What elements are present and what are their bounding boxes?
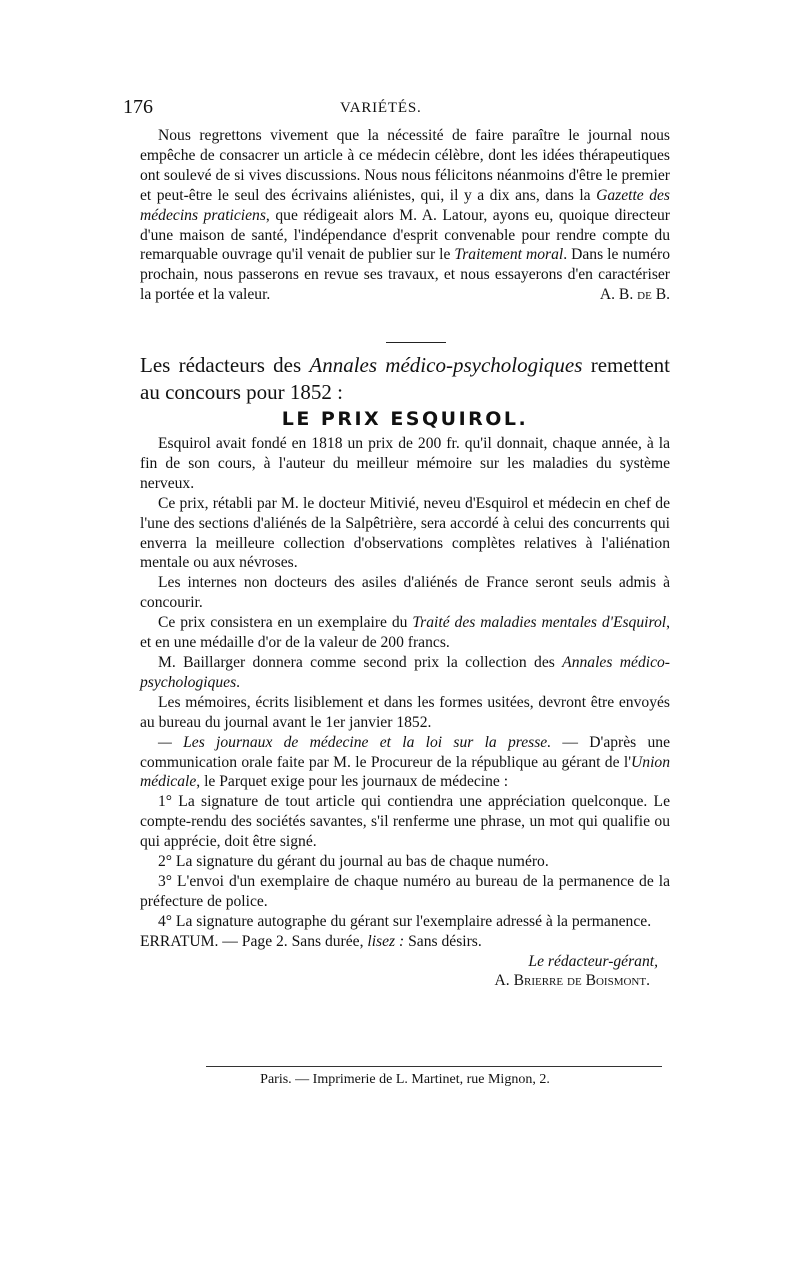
press-law-item: 3° L'envoi d'un exemplaire de chaque numéro au bureau de la permanence de la préfecture de police.: [140, 872, 670, 910]
prize-paragraph: Esquirol avait fondé en 1818 un prix de 200 fr. qu'il donnait, chaque année, à la fin de son cours, à l'auteur du meilleur mémoire sur les maladies du système nerveux.: [140, 435, 670, 492]
section-divider: [386, 342, 446, 343]
page-number: 176: [123, 96, 153, 118]
intro-section: [140, 126, 670, 305]
press-law-item: 2° La signature du gérant du journal au bas de chaque numéro.: [158, 853, 549, 871]
editor-role: Le rédacteur-gérant,: [528, 952, 658, 970]
erratum: ERRATUM. — Page 2. Sans durée, lisez : Sans désirs.: [140, 932, 482, 950]
intro-signature: A. B. de B.: [599, 286, 670, 304]
prize-paragraph: Les mémoires, écrits lisiblement et dans les formes usitées, devront être envoyés au bureau du journal avant le 1er janvier 1852.: [140, 693, 670, 731]
press-law-item: 4° La signature autographe du gérant sur l'exemplaire adressé à la permanence.: [158, 912, 652, 930]
intro-paragraph: Nous regrettons vivement que la nécessité de faire paraître le journal nous empêche de consacrer un article à ce médecin célèbre, dont les idées thérapeutiques ont soulevé de si vives discussions. Nous nous félicitons néanmoins d'être le premier et peut-être le seul des écrivains aliénistes, qui, il y a dix ans, dans la Gazette des médecins praticiens, que rédigeait alors M. A. Latour, ayons eu, quoique directeur d'une maison de santé, l'indépendance d'esprit convenable pour rendre compte du remarquable ouvrage qu'il venait de publier sur le Traitement moral. Dans le numéro prochain, nous passerons en revue ses travaux, et nous essayerons d'en caractériser la portée et la valeur. A. B. de B.: [140, 127, 671, 304]
printer-imprint: Paris. — Imprimerie de L. Martinet, rue Mignon, 2.: [260, 1072, 550, 1087]
prize-paragraph: Ce prix consistera en un exemplaire du Traité des maladies mentales d'Esquirol, et en une médaille d'or de la valeur de 200 francs.: [140, 614, 670, 652]
prize-title: LE PRIX ESQUIROL.: [281, 408, 529, 430]
editor-name: A. Brierre de Boismont.: [494, 972, 650, 990]
prize-body: [140, 434, 670, 991]
press-law-item: 1° La signature de tout article qui contiendra une appréciation quelconque. Le compte-rendu des sociétés savantes, s'il renferme une phrase, un mot qui qualifie ou qui apprécie, doit être signé.: [140, 793, 670, 851]
prize-paragraph: Ce prix, rétabli par M. le docteur Mitivié, neveu d'Esquirol et médecin en chef de l'une des sections d'aliénés de la Salpêtrière, sera accordé à celui des concurrents qui enverra la meilleure collection d'observations complètes relatives à l'aliénation mentale ou aux névroses.: [140, 494, 670, 572]
prize-paragraph: M. Baillarger donnera comme second prix la collection des Annales médico-psychologiques.: [140, 653, 670, 691]
prize-paragraph: Les internes non docteurs des asiles d'aliénés de France seront seuls admis à concourir.: [140, 574, 670, 612]
footer-divider: [206, 1066, 662, 1067]
running-title: VARIÉTÉS.: [340, 100, 422, 116]
press-law-paragraph: — Les journaux de médecine et la loi sur la presse. — D'après une communication orale faite par M. le Procureur de la république au gérant de l'Union médicale, le Parquet exige pour les journaux de médecine :: [140, 733, 670, 791]
competition-announcement: Les rédacteurs des Annales médico-psychologiques remettent au concours pour 1852 :: [140, 353, 670, 404]
